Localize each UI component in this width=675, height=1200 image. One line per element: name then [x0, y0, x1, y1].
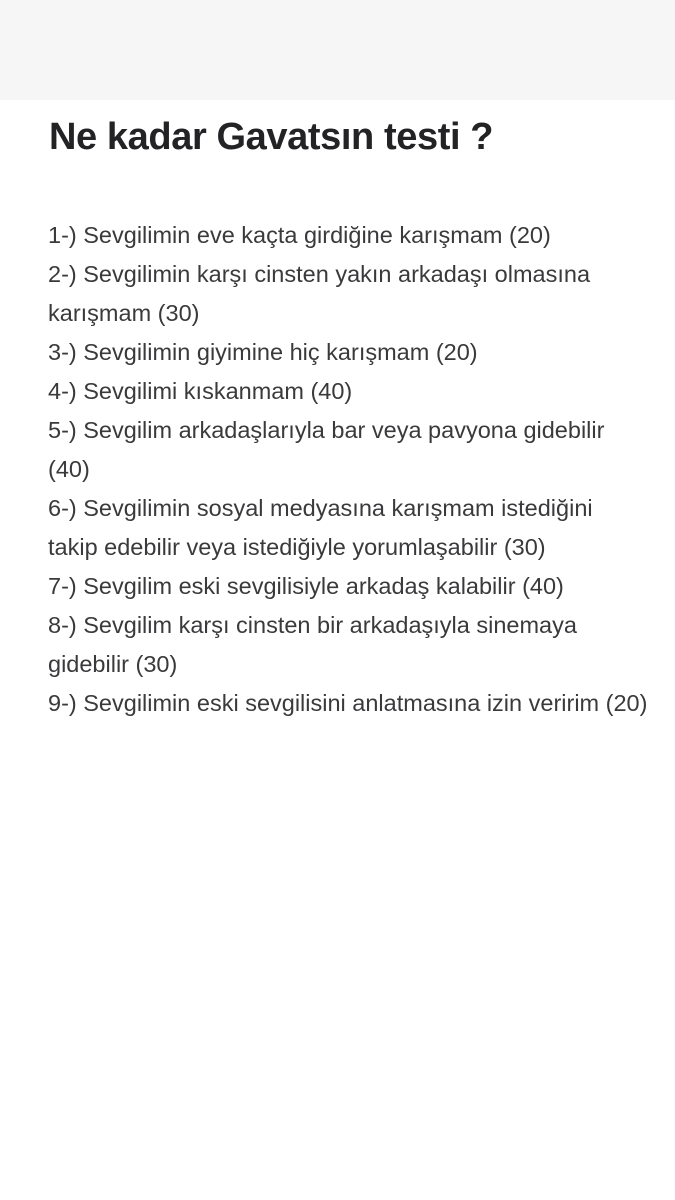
list-item: 8-) Sevgilim karşı cinsten bir arkadaşıyla sinemaya gidebilir (30)	[48, 612, 577, 677]
list-item: 7-) Sevgilim eski sevgilisiyle arkadaş kalabilir (40)	[48, 573, 564, 599]
list-item: 4-) Sevgilimi kıskanmam (40)	[48, 378, 353, 404]
top-strip	[0, 0, 675, 105]
note-title: Ne kadar Gavatsın testi ?	[49, 116, 494, 158]
list-item: 2-) Sevgilimin karşı cinsten yakın arkadaşı olmasına karışmam (30)	[48, 261, 591, 326]
list-item: 6-) Sevgilimin sosyal medyasına karışmam istediğini takip edebilir veya istediğiyle yorumlaşabilir (30)	[48, 495, 593, 560]
list-item: 5-) Sevgilim arkadaşlarıyla bar veya pavyona gidebilir (40)	[48, 417, 605, 482]
list-item: 1-) Sevgilimin eve kaçta girdiğine karışmam (20)	[48, 222, 551, 248]
list-item: 9-) Sevgilimin eski sevgilisini anlatmasına izin veririm (20)	[48, 690, 648, 716]
list-item: 3-) Sevgilimin giyimine hiç karışmam (20)	[48, 339, 478, 365]
question-list	[48, 216, 648, 723]
